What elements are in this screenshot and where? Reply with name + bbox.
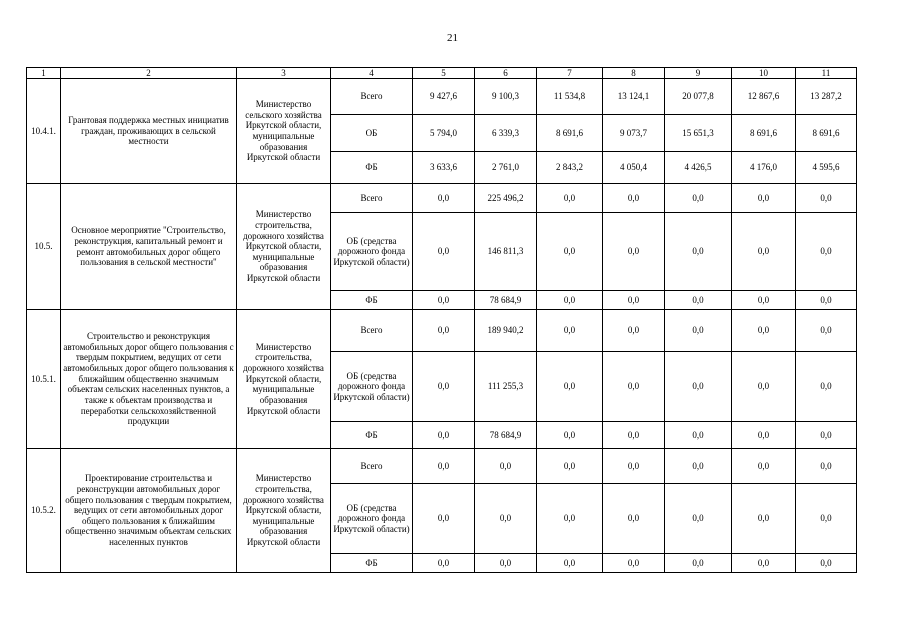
value-cell: 0,0 [413, 554, 475, 573]
item-executor: Министерство строительства, дорожного хозяйства Иркутской области, муниципальные образования Иркутской области [237, 310, 331, 449]
item-executor: Министерство строительства, дорожного хозяйства Иркутской области, муниципальные образования Иркутской области [237, 449, 331, 573]
value-cell: 0,0 [603, 484, 665, 554]
value-cell: 0,0 [603, 554, 665, 573]
value-cell: 0,0 [732, 554, 796, 573]
item-executor: Министерство сельского хозяйства Иркутской области, муниципальные образования Иркутской области [237, 79, 331, 184]
item-executor: Министерство строительства, дорожного хозяйства Иркутской области, муниципальные образования Иркутской области [237, 184, 331, 310]
value-cell: 2 761,0 [475, 152, 537, 184]
header-row [27, 68, 857, 79]
value-cell: 0,0 [537, 213, 603, 291]
value-cell: 0,0 [537, 422, 603, 449]
value-cell: 6 339,3 [475, 115, 537, 152]
value-cell: 0,0 [665, 184, 732, 213]
value-cell: 11 534,8 [537, 79, 603, 115]
value-cell: 0,0 [796, 310, 857, 352]
value-cell: 0,0 [796, 352, 857, 422]
funding-source: Всего [331, 184, 413, 213]
value-cell: 0,0 [537, 484, 603, 554]
value-cell: 13 287,2 [796, 79, 857, 115]
funding-source: ФБ [331, 291, 413, 310]
value-cell: 0,0 [732, 310, 796, 352]
table-row [27, 79, 857, 115]
item-number: 10.5.1. [27, 310, 61, 449]
value-cell: 0,0 [732, 213, 796, 291]
value-cell: 0,0 [537, 352, 603, 422]
funding-source: ФБ [331, 554, 413, 573]
funding-source: Всего [331, 310, 413, 352]
item-name: Строительство и реконструкция автомобильных дорог общего пользования с твердым покрытием, ведущих от сети автомобильных дорог общего пользования к ближайшим общественно значимым объектам сельских населенных пунктов, а также к объектам производства и переработки сельскохозяйственной продукции [61, 310, 237, 449]
value-cell: 20 077,8 [665, 79, 732, 115]
value-cell: 4 595,6 [796, 152, 857, 184]
value-cell: 0,0 [537, 310, 603, 352]
value-cell: 0,0 [665, 310, 732, 352]
value-cell: 0,0 [732, 484, 796, 554]
value-cell: 3 633,6 [413, 152, 475, 184]
funding-source: ОБ (средства дорожного фонда Иркутской области) [331, 352, 413, 422]
header-cell: 3 [237, 68, 331, 79]
value-cell: 0,0 [603, 310, 665, 352]
value-cell: 78 684,9 [475, 422, 537, 449]
value-cell: 13 124,1 [603, 79, 665, 115]
table-row [27, 184, 857, 213]
value-cell: 0,0 [413, 184, 475, 213]
value-cell: 146 811,3 [475, 213, 537, 291]
value-cell: 4 050,4 [603, 152, 665, 184]
item-number: 10.5.2. [27, 449, 61, 573]
value-cell: 0,0 [413, 213, 475, 291]
value-cell: 78 684,9 [475, 291, 537, 310]
funding-source: Всего [331, 79, 413, 115]
value-cell: 0,0 [603, 184, 665, 213]
item-name: Проектирование строительства и реконструкции автомобильных дорог общего пользования с твердым покрытием, ведущих от сети автомобильных дорог общего пользования к ближайшим общественно значимым объектам сельских населенных пунктов [61, 449, 237, 573]
value-cell: 0,0 [537, 184, 603, 213]
value-cell: 0,0 [413, 291, 475, 310]
value-cell: 0,0 [665, 422, 732, 449]
header-cell: 7 [537, 68, 603, 79]
value-cell: 0,0 [475, 554, 537, 573]
value-cell: 0,0 [603, 449, 665, 484]
value-cell: 0,0 [665, 484, 732, 554]
header-cell: 6 [475, 68, 537, 79]
value-cell: 15 651,3 [665, 115, 732, 152]
value-cell: 0,0 [413, 484, 475, 554]
value-cell: 5 794,0 [413, 115, 475, 152]
value-cell: 0,0 [796, 484, 857, 554]
value-cell: 0,0 [537, 554, 603, 573]
value-cell: 2 843,2 [537, 152, 603, 184]
value-cell: 0,0 [413, 310, 475, 352]
value-cell: 0,0 [665, 449, 732, 484]
value-cell: 0,0 [603, 352, 665, 422]
value-cell: 0,0 [475, 484, 537, 554]
value-cell: 0,0 [603, 213, 665, 291]
value-cell: 8 691,6 [732, 115, 796, 152]
value-cell: 0,0 [732, 184, 796, 213]
value-cell: 8 691,6 [537, 115, 603, 152]
value-cell: 0,0 [732, 422, 796, 449]
header-cell: 10 [732, 68, 796, 79]
value-cell: 0,0 [732, 352, 796, 422]
funding-table [26, 67, 857, 573]
value-cell: 0,0 [665, 291, 732, 310]
value-cell: 0,0 [413, 352, 475, 422]
header-cell: 8 [603, 68, 665, 79]
value-cell: 225 496,2 [475, 184, 537, 213]
page-number: 21 [447, 32, 458, 44]
value-cell: 0,0 [603, 291, 665, 310]
funding-source: ОБ (средства дорожного фонда Иркутской области) [331, 484, 413, 554]
value-cell: 0,0 [732, 449, 796, 484]
item-name: Грантовая поддержка местных инициатив граждан, проживающих в сельской местности [61, 79, 237, 184]
funding-source: ФБ [331, 152, 413, 184]
item-number: 10.5. [27, 184, 61, 310]
value-cell: 0,0 [732, 291, 796, 310]
item-name: Основное мероприятие "Строительство, реконструкция, капитальный ремонт и ремонт автомобильных дорог общего пользования в сельской местности" [61, 184, 237, 310]
header-cell: 5 [413, 68, 475, 79]
header-cell: 9 [665, 68, 732, 79]
value-cell: 0,0 [665, 352, 732, 422]
table-row [27, 449, 857, 484]
value-cell: 4 426,5 [665, 152, 732, 184]
header-cell: 2 [61, 68, 237, 79]
value-cell: 0,0 [796, 554, 857, 573]
item-number: 10.4.1. [27, 79, 61, 184]
table-row [27, 310, 857, 352]
header-cell: 11 [796, 68, 857, 79]
funding-source: ФБ [331, 422, 413, 449]
value-cell: 0,0 [665, 554, 732, 573]
value-cell: 9 073,7 [603, 115, 665, 152]
value-cell: 189 940,2 [475, 310, 537, 352]
value-cell: 0,0 [475, 449, 537, 484]
value-cell: 0,0 [413, 422, 475, 449]
header-cell: 4 [331, 68, 413, 79]
value-cell: 111 255,3 [475, 352, 537, 422]
value-cell: 0,0 [796, 422, 857, 449]
value-cell: 4 176,0 [732, 152, 796, 184]
value-cell: 8 691,6 [796, 115, 857, 152]
value-cell: 12 867,6 [732, 79, 796, 115]
value-cell: 0,0 [796, 184, 857, 213]
value-cell: 0,0 [537, 291, 603, 310]
funding-source: ОБ [331, 115, 413, 152]
header-cell: 1 [27, 68, 61, 79]
value-cell: 0,0 [537, 449, 603, 484]
funding-source: ОБ (средства дорожного фонда Иркутской области) [331, 213, 413, 291]
value-cell: 0,0 [796, 213, 857, 291]
funding-source: Всего [331, 449, 413, 484]
value-cell: 9 100,3 [475, 79, 537, 115]
value-cell: 9 427,6 [413, 79, 475, 115]
value-cell: 0,0 [413, 449, 475, 484]
value-cell: 0,0 [603, 422, 665, 449]
value-cell: 0,0 [665, 213, 732, 291]
value-cell: 0,0 [796, 291, 857, 310]
value-cell: 0,0 [796, 449, 857, 484]
